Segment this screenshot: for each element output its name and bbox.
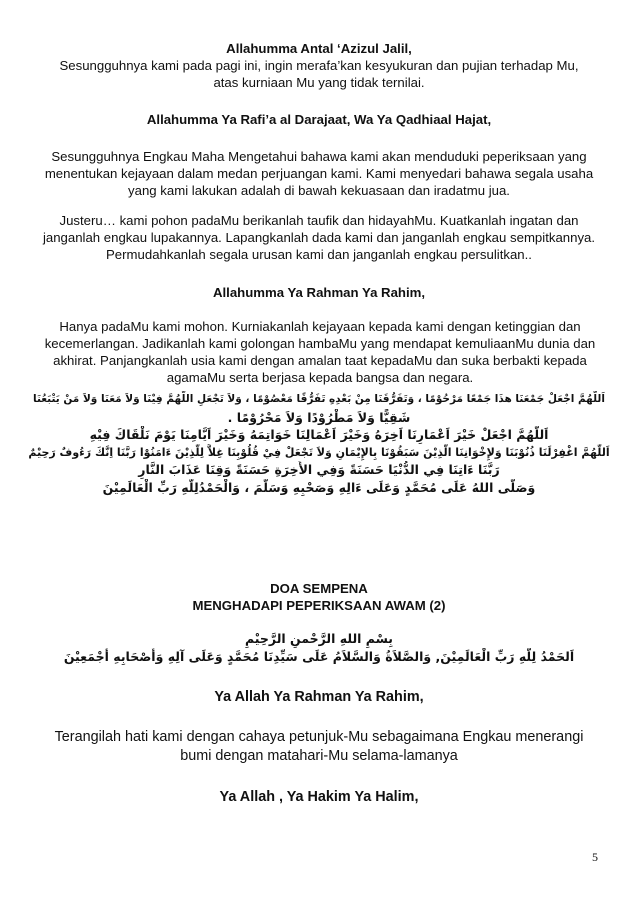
paragraph-text: Hanya padaMu kami mohon. Kurniakanlah kejayaan kepada kami dengan ketinggian dan kecemerlangan. Jadikanlah kami golongan hambaMu yang mendapat kemuliaanMu dunia dan akhirat. Panjangkanlah usia kami dengan amalan taat kepadaMu dan suka berbakti kepada agamaMu serta berjasa kepada bangsa dan negara. <box>44 319 596 385</box>
paragraph-terangilah <box>40 728 598 766</box>
paragraph-text: Terangilah hati kami dengan cahaya petunjuk-Mu sebagaimana Engkau menerangi bumi dengan matahari-Mu selama-lamanya <box>54 729 584 764</box>
paragraph-kesyukuran <box>58 57 580 91</box>
page-number: 5 <box>592 850 598 864</box>
section-title-line-1: DOA SEMPENA <box>270 581 368 596</box>
arabic-doa-line: اَللّهُمَّ اغْفِرْلَنَا ذُنُوْبَنَا وَلإِخْوَانِنَا الَّذِيْنَ سَبَقُوْنَا بِالإِيْمَانِ وَلاَ تَجْعَلْ فِيْ قُلُوْبِنَا غِلاًّ لِلَّذِيْنَ ءَامَنُوْا رَبَّنَا اِنَّكَ رَءُوفٌ رَحِيْمٌ <box>28 445 610 459</box>
paragraph-text: Sesungguhnya kami pada pagi ini, ingin merafa’kan kesyukuran dan pujian terhadap Mu, atas kurniaan Mu yang tidak ternilai. <box>59 58 579 90</box>
arabic-doa-line: وَصَلَّى اللهُ عَلَى مُحَمَّدٍ وَعَلَى ءَالِهِ وَصَحْبِهِ وَسَلَّمَ ، وَالْحَمْدُلِلّهِ رَبِّ الْعَالَمِيْنَ <box>102 479 536 495</box>
arabic-doa-line: اَللّهُمَّ اجْعَلْ جَمْعَنَا هذَا جَمْعًا مَرْحُوْمًا ، وَتَفَرُّقَنَا مِنْ بَعْدِهِ تَفَرُّقًا مَعْصُوْمًا ، وَلاَ تَجْعَلِ اللّهُمَّ فِيْنَا وَلاَ مَعَنَا وَلاَ مَنْ يَتْبَعُنَا <box>33 393 605 405</box>
heading-ya-rafia <box>30 111 608 128</box>
paragraph-kejayaan <box>34 318 606 386</box>
heading-text: Allahumma Ya Rafi’a al Darajaat, Wa Ya Qadhiaal Hajat, <box>146 112 492 127</box>
heading-allahumma-antal <box>30 40 608 57</box>
paragraph-maha-mengetahui <box>38 148 600 199</box>
paragraph-text: Justeru… kami pohon padaMu berikanlah taufik dan hidayahMu. Kuatkanlah ingatan dan janganlah engkau lupakannya. Lapangkanlah dada kami dan janganlah engkau sempitkannya. Permudahkanlah segala urusan kami dan janganlah engkau persulitkan.. <box>42 213 596 262</box>
paragraph-justeru <box>30 212 608 263</box>
heading-text: Allahumma Ya Rahman Ya Rahim, <box>212 285 426 300</box>
arabic-opening <box>28 630 610 665</box>
heading-ya-hakim <box>30 788 608 807</box>
heading-text: Ya Allah Ya Rahman Ya Rahim, <box>214 689 424 705</box>
basmalah-line: بِسْمِ اللهِ الرَّحْمنِ الرَّحِيْمِ <box>245 631 393 646</box>
arabic-doa-block <box>28 391 610 496</box>
paragraph-text: Sesungguhnya Engkau Maha Mengetahui bahawa kami akan menduduki peperiksaan yang menentukan kejayaan dalam medan perjuangan kami. Kami menyedari bahawa segala usaha yang kami lakukan adalah di bawah kekuasaan dan iradatmu jua. <box>44 149 594 198</box>
heading-ya-allah-rahman <box>30 688 608 707</box>
heading-text: Allahumma Antal ‘Azizul Jalil, <box>226 41 412 56</box>
arabic-doa-line: اَللّهُمَّ اجْعَلْ خَيْرَ اَعْمَارِنَا اَخِرَهُ وَخَيْرَ اَعْمَالِنَا خَوَاتِمَهُ وَخَيْرَ اَيَّامِنَا يَوْمَ نَلْقَاكَ فِيْهِ <box>89 427 549 442</box>
arabic-doa-line: شَقِيًّا وَلاَ مَطْرُوْدًا وَلاَ مَحْرُوْمًا . <box>227 409 411 425</box>
heading-ya-rahman <box>30 284 608 301</box>
section-title <box>30 580 608 614</box>
heading-text: Ya Allah , Ya Hakim Ya Halim, <box>219 789 419 805</box>
hamdalah-line: اَلحَمْدُ لِلّهِ رَبِّ الْعَالَمِيْنَ, وَالصَّلاَةُ وَالسَّلاَمُ عَلَى سَيِّدِنَا مُحَمَّدٍ وَعَلَى آلِهِ وَأَصْحَابِهِ أَجْمَعِيْنَ <box>63 648 575 664</box>
arabic-doa-line: رَبَّنَا ءَاتِنَا فِي الدُّنْيَا حَسَنَةً وَفِي الأَخِرَةِ حَسَنَةً وَقِنَا عَذَابَ النَّارِ <box>138 462 500 477</box>
section-title-line-2: MENGHADAPI PEPERIKSAAN AWAM (2) <box>192 598 446 613</box>
